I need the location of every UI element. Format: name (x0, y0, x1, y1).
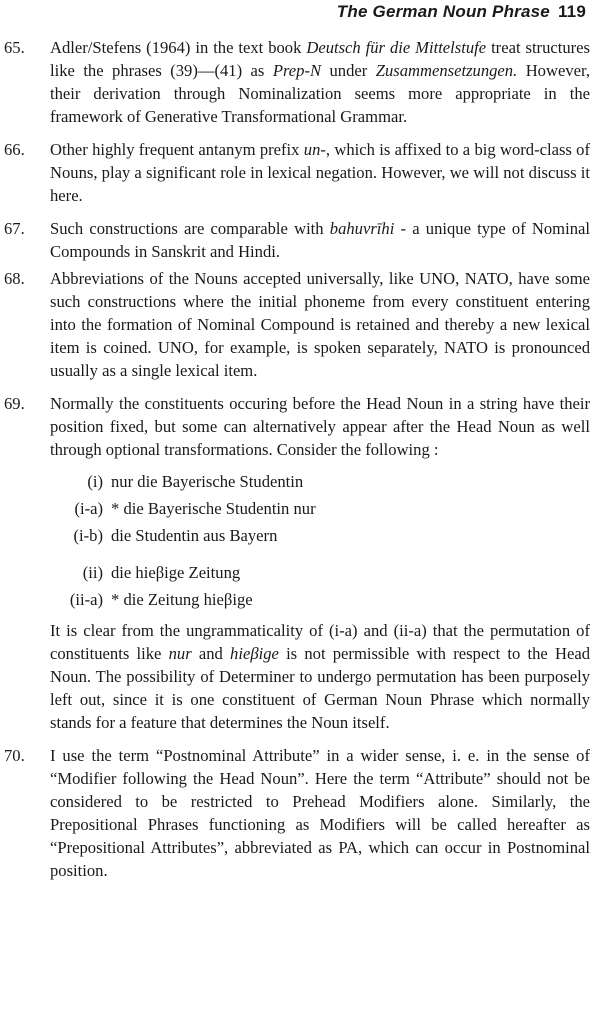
endnotes-list (0, 36, 600, 882)
note-conclusion: It is clear from the ungrammaticality of (i-a) and (ii-a) that the permutation of constituents like nur and hieβige is not permissible with respect to the Head Noun. The possibility of Determiner to undergo permutation has been purposely left out, since it is one constituent of German Noun Phrase which normally stands for a feature that determines the Noun itself. (50, 621, 590, 732)
note-text: Adler/Stefens (1964) in the text book Deutsch für die Mittelstufe treat structures like the phrases (39)—(41) as Prep-N under Zusammensetzungen. However, their derivation through Nominalization seems more appropriate in the framework of Generative Transformational Grammar. (50, 38, 590, 126)
note-text: I use the term “Postnominal Attribute” in a wider sense, i. e. in the sense of “Modifier following the Head Noun”. Here the term “Attribute” should not be considered to be restricted to Prehead Modifiers alone. Similarly, the Prepositional Phrases functioning as Modifiers will be called hereafter as “Prepositional Attributes”, abbreviated as PA, which can occur in Postnominal position. (50, 746, 590, 880)
example-item (50, 522, 590, 549)
example-item (50, 586, 590, 613)
note-text: Such constructions are comparable with bahuvrīhi - a unique type of Nominal Compounds in Sanskrit and Hindi. (50, 219, 590, 261)
note-66 (0, 138, 600, 207)
note-text: Abbreviations of the Nouns accepted universally, like UNO, NATO, have some such constructions where the initial phoneme from every constituent entering into the formation of Nominal Compound is retained and thereby a new lexical item is coined. UNO, for example, is spoken separately, NATO is pronounced usually as a single lexical item. (50, 269, 590, 380)
running-header (337, 2, 586, 22)
note-number: 69. (4, 394, 25, 413)
note-70 (0, 744, 600, 882)
example-text: * die Zeitung hieβige (111, 590, 253, 609)
example-text: die Studentin aus Bayern (111, 526, 278, 545)
note-67 (0, 217, 600, 263)
example-label: (i-b) (73, 526, 103, 545)
note-69 (0, 392, 600, 734)
example-label: (i) (87, 472, 103, 491)
note-number: 70. (4, 746, 25, 765)
note-65 (0, 36, 600, 128)
note-number: 67. (4, 219, 25, 238)
page-number: 119 (557, 2, 586, 21)
example-text: nur die Bayerische Studentin (111, 472, 304, 491)
example-list (50, 468, 590, 613)
note-text: Other highly frequent antanym prefix un-, which is affixed to a big word-class of Nouns, play a significant role in lexical negation. However, we will not discuss it here. (50, 140, 591, 205)
note-68 (0, 267, 600, 382)
running-header-title: The German Noun Phrase (336, 2, 550, 21)
note-number: 68. (4, 269, 25, 288)
example-item (50, 468, 590, 495)
example-label: (ii) (82, 563, 103, 582)
example-label: (ii-a) (69, 590, 103, 609)
example-label: (i-a) (74, 499, 103, 518)
example-text: * die Bayerische Studentin nur (111, 499, 316, 518)
note-intro: Normally the constituents occuring before the Head Noun in a string have their position fixed, but some can alternatively appear after the Head Noun as well through optional transformations. Consider the following : (50, 394, 590, 459)
note-number: 65. (4, 38, 25, 57)
example-item (50, 495, 590, 522)
example-text: die hieβige Zeitung (111, 563, 241, 582)
example-item (50, 559, 590, 586)
note-number: 66. (4, 140, 25, 159)
